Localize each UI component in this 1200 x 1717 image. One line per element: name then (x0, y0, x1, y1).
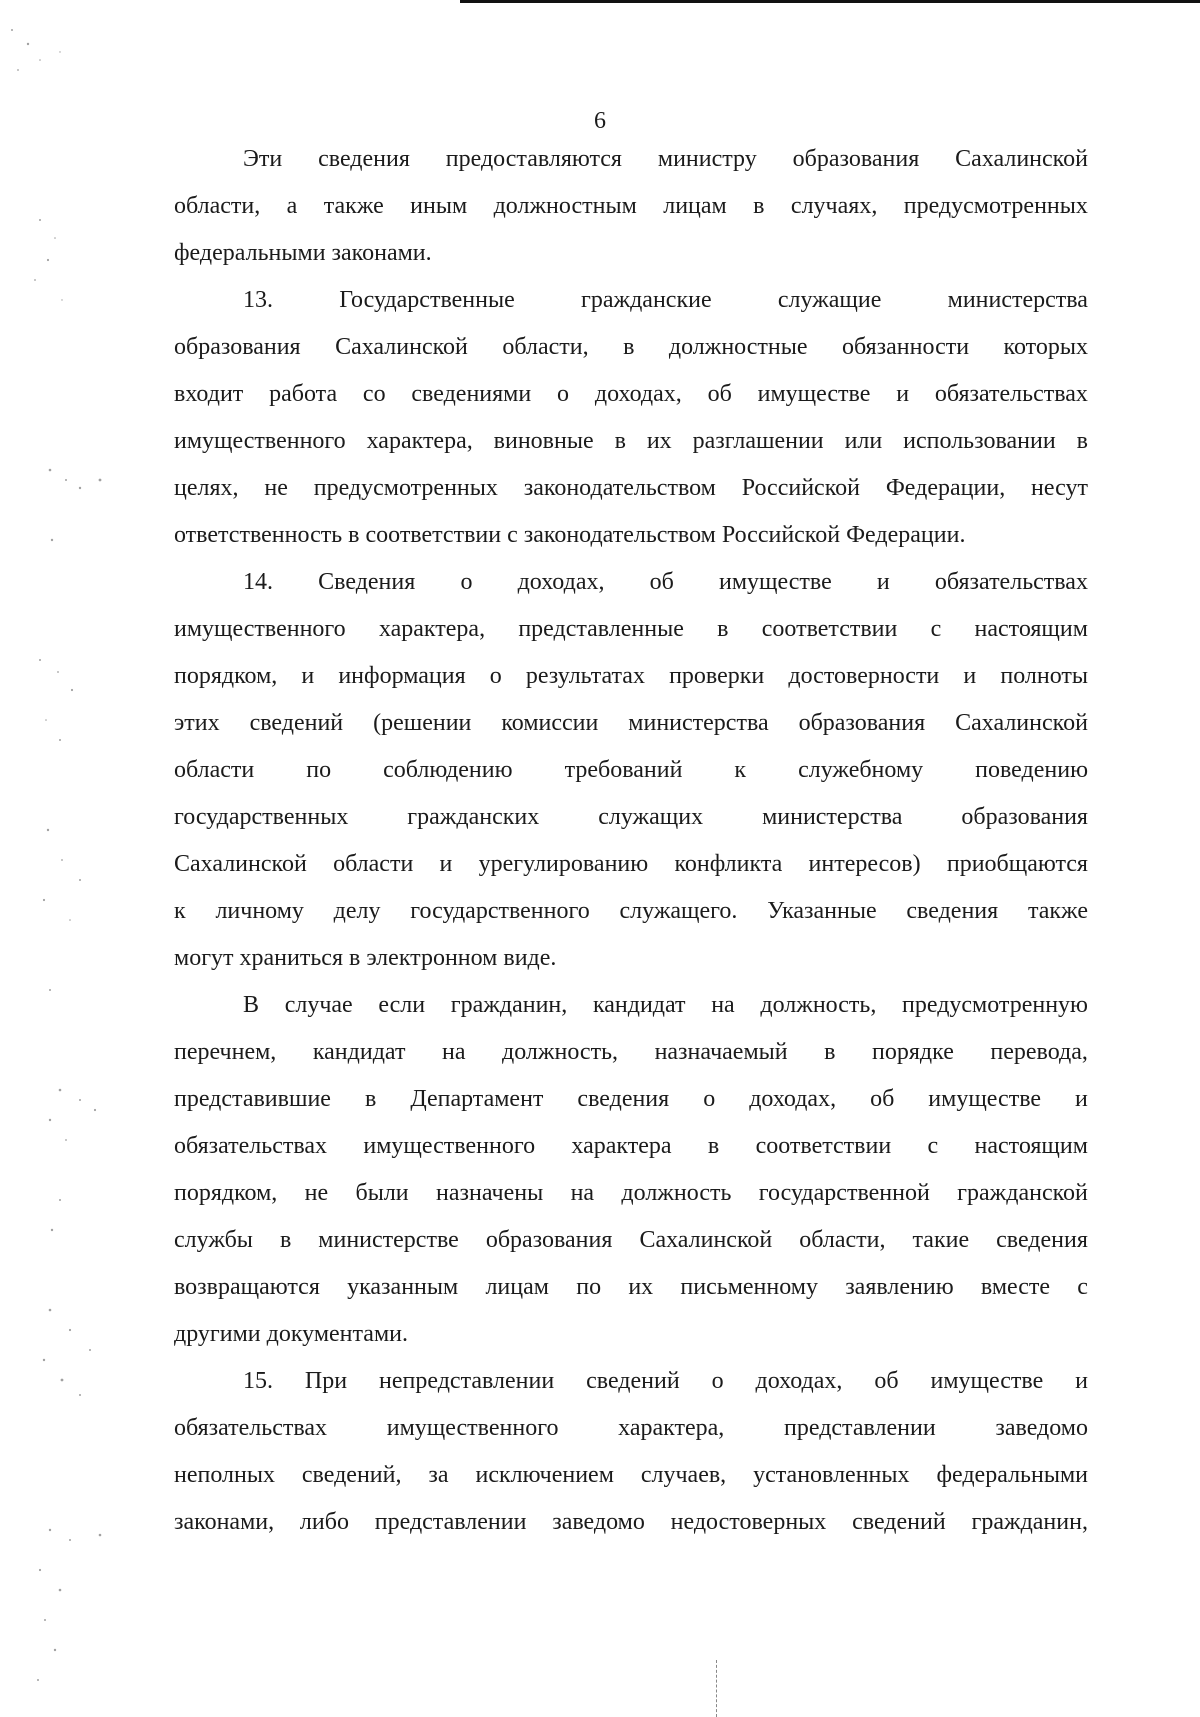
word: о (557, 381, 570, 407)
word: также (323, 193, 384, 219)
word: области, (799, 1227, 886, 1253)
text-line (174, 465, 1088, 512)
text-line (174, 1217, 1088, 1264)
word: или (844, 428, 883, 454)
word: в (824, 1039, 836, 1065)
word: сведения (996, 1227, 1088, 1253)
word: обязательствах (934, 569, 1088, 595)
word: в (753, 193, 765, 219)
word: заявлению (845, 1274, 954, 1300)
scan-fold-mark (716, 1660, 718, 1717)
word: министерства (947, 287, 1088, 313)
word: соответствии (761, 616, 898, 642)
top-border-line (460, 0, 1200, 3)
word: заведомо (552, 1509, 645, 1535)
word: по (576, 1274, 602, 1300)
word: входит (174, 381, 244, 407)
paragraph-14 (174, 559, 1088, 982)
word: имуществе (757, 381, 871, 407)
word: интересов) (808, 851, 921, 877)
word: за (428, 1462, 449, 1488)
word: о (711, 1368, 724, 1394)
word: виновные (493, 428, 594, 454)
word: назначаемый (654, 1039, 788, 1065)
word: либо (299, 1509, 349, 1535)
word: проверки (669, 663, 765, 689)
word: имущественного (174, 616, 346, 642)
word: не (304, 1180, 329, 1206)
word: области (333, 851, 414, 877)
word: исключением (475, 1462, 614, 1488)
word: государственной (758, 1180, 930, 1206)
word: сведений (586, 1368, 680, 1394)
text-line (174, 324, 1088, 371)
word: несут (1031, 475, 1088, 501)
word: в (717, 616, 729, 642)
word: представлении (374, 1509, 527, 1535)
word: о (489, 663, 502, 689)
word: сведения (577, 1086, 670, 1112)
word: должность (621, 1180, 732, 1206)
paragraph (174, 136, 1088, 277)
word: делу (333, 898, 381, 924)
word: назначены (436, 1180, 544, 1206)
word: заведомо (995, 1415, 1088, 1441)
text-line (174, 982, 1088, 1029)
word: сведения (318, 146, 410, 172)
word: Департамент (410, 1086, 544, 1112)
word: случаях, (790, 193, 878, 219)
word: были (355, 1180, 409, 1206)
word: письменному (680, 1274, 818, 1300)
word: представившие (174, 1086, 331, 1112)
paragraph-15 (174, 1358, 1088, 1546)
word: обязательствах (174, 1133, 328, 1159)
text-line (174, 606, 1088, 653)
word: в (279, 1227, 292, 1253)
word: доходах, (594, 381, 682, 407)
word: с (1077, 1274, 1088, 1300)
word: использовании (903, 428, 1056, 454)
word: представлении (784, 1415, 936, 1441)
word: служащих (598, 804, 704, 830)
word: приобщаются (946, 851, 1088, 877)
text-line (174, 277, 1088, 324)
word: государственного (410, 898, 590, 924)
text-line (174, 1076, 1088, 1123)
word: имущественного (174, 428, 346, 454)
text-line (174, 371, 1088, 418)
word: поведению (975, 757, 1088, 783)
paragraph-14-continued (174, 982, 1088, 1358)
word: о (460, 569, 473, 595)
word: такие (912, 1227, 970, 1253)
word: службы (174, 1227, 253, 1253)
word: должность, (760, 992, 877, 1018)
word: образования (792, 146, 920, 172)
word: работа (269, 381, 338, 407)
word: предусмотренную (902, 992, 1088, 1018)
word: Сахалинской (174, 851, 307, 877)
word: порядком, (174, 663, 278, 689)
word: гражданские (581, 287, 712, 313)
word: области (174, 757, 255, 783)
word: представленные (518, 616, 684, 642)
word: результатах (525, 663, 645, 689)
text-line (174, 1123, 1088, 1170)
text-line (174, 1170, 1088, 1217)
word: законодательством (523, 475, 716, 501)
word: комиссии (501, 710, 599, 736)
word: гражданин, (450, 992, 568, 1018)
word: и (876, 569, 890, 595)
page-number: 6 (594, 108, 606, 134)
document-body (174, 136, 1088, 1546)
word: 14. (243, 569, 273, 595)
word: 13. (243, 287, 273, 313)
word: порядке (872, 1039, 954, 1065)
word: об (707, 381, 732, 407)
word: имущественного (363, 1133, 536, 1159)
word: министерства (628, 710, 769, 736)
word: настоящим (974, 1133, 1088, 1159)
word: перечнем, (174, 1039, 277, 1065)
word: законами, (174, 1509, 275, 1535)
text-line (174, 136, 1088, 183)
word: неполных (174, 1462, 275, 1488)
text-line (174, 1405, 1088, 1452)
word: в (707, 1133, 720, 1159)
word: недостоверных (670, 1509, 827, 1535)
text-line (174, 794, 1088, 841)
word: сведений (249, 710, 344, 736)
word: характера (571, 1133, 672, 1159)
word: Эти (243, 146, 283, 172)
word: если (378, 992, 426, 1018)
word: информация (338, 663, 466, 689)
word: со (362, 381, 386, 407)
text-line (174, 1358, 1088, 1405)
word: образования (798, 710, 926, 736)
word: указанным (347, 1274, 459, 1300)
word: должность, (502, 1039, 619, 1065)
word: министерстве (318, 1227, 459, 1253)
word: об (649, 569, 674, 595)
word: Сахалинской (955, 146, 1088, 172)
word: Сведения (318, 569, 416, 595)
word: служебному (798, 757, 924, 783)
text-line: федеральными законами. (174, 240, 432, 266)
word: При (304, 1368, 348, 1394)
word: 15. (243, 1368, 273, 1394)
word: на (711, 992, 735, 1018)
text-line (174, 183, 1088, 230)
text-line: другими документами. (174, 1321, 408, 1347)
word: имуществе (928, 1086, 1042, 1112)
text-line (174, 418, 1088, 465)
word: требований (564, 757, 683, 783)
word: Российской (741, 475, 860, 501)
word: Сахалинской (335, 334, 468, 360)
word: конфликта (674, 851, 783, 877)
word: характера, (618, 1415, 725, 1441)
word: и (439, 851, 453, 877)
word: достоверности (788, 663, 940, 689)
word: разглашении (692, 428, 824, 454)
word: и (896, 381, 910, 407)
word: их (646, 428, 672, 454)
word: гражданин, (971, 1509, 1088, 1535)
text-line (174, 1499, 1088, 1546)
word: доходах, (749, 1086, 837, 1112)
word: иным (410, 193, 468, 219)
word: и (963, 663, 977, 689)
word: (решении (373, 710, 472, 736)
word: полноты (1000, 663, 1088, 689)
word: Сахалинской (639, 1227, 773, 1253)
word: обязательствах (934, 381, 1088, 407)
word: к (174, 898, 186, 924)
word: имуществе (719, 569, 832, 595)
word: характера, (378, 616, 486, 642)
word: министру (657, 146, 757, 172)
word: лицам (485, 1274, 549, 1300)
word: характера, (366, 428, 473, 454)
word: сведений (852, 1509, 946, 1535)
word: по (306, 757, 332, 783)
word: соответствии (755, 1133, 892, 1159)
word: возвращаются (174, 1274, 320, 1300)
word: установленных (753, 1462, 910, 1488)
word: гражданских (407, 804, 540, 830)
word: предусмотренных (313, 475, 498, 501)
word: гражданской (957, 1180, 1088, 1206)
word: целях, (174, 475, 239, 501)
word: должностные (668, 334, 808, 360)
word: на (441, 1039, 466, 1065)
word: и (301, 663, 315, 689)
word: федеральными (936, 1462, 1088, 1488)
word: с (927, 1133, 939, 1159)
word: настоящим (974, 616, 1088, 642)
word: Федерации, (885, 475, 1006, 501)
word: кандидат (312, 1039, 406, 1065)
word: этих (174, 710, 220, 736)
word: об (870, 1086, 895, 1112)
text-line: ответственность в соответствии с законодательством Российской Федерации. (174, 522, 966, 548)
text-line (174, 1452, 1088, 1499)
word: сведения (906, 898, 999, 924)
word: и (1075, 1368, 1088, 1394)
word: в (1076, 428, 1088, 454)
word: доходах, (517, 569, 605, 595)
word: служащего. (619, 898, 738, 924)
word: в (614, 428, 626, 454)
word: имуществе (930, 1368, 1044, 1394)
word: в (623, 334, 635, 360)
text-line (174, 841, 1088, 888)
word: Государственные (339, 287, 515, 313)
word: предусмотренных (903, 193, 1088, 219)
word: о (703, 1086, 716, 1112)
word: личному (215, 898, 304, 924)
scan-noise-margin (0, 0, 130, 1717)
word: в (364, 1086, 377, 1112)
word: области, (502, 334, 589, 360)
word: сведений, (301, 1462, 402, 1488)
text-line (174, 1264, 1088, 1311)
word: также (1027, 898, 1088, 924)
word: образования (485, 1227, 613, 1253)
word: обязанности (842, 334, 970, 360)
word: об (874, 1368, 899, 1394)
text-line (174, 700, 1088, 747)
word: Сахалинской (955, 710, 1088, 736)
word: образования (174, 334, 301, 360)
word: сведениями (411, 381, 532, 407)
text-line (174, 653, 1088, 700)
word: обязательствах (174, 1415, 328, 1441)
word: перевода, (990, 1039, 1088, 1065)
word: случае (284, 992, 353, 1018)
text-line (174, 888, 1088, 935)
word: их (628, 1274, 654, 1300)
word: не (264, 475, 288, 501)
word: кандидат (592, 992, 686, 1018)
word: предоставляются (445, 146, 622, 172)
text-line (174, 747, 1088, 794)
word: должностным (493, 193, 637, 219)
word: области, (174, 193, 261, 219)
word: а (286, 193, 298, 219)
text-line (174, 1029, 1088, 1076)
word: доходах, (755, 1368, 843, 1394)
word: к (734, 757, 747, 783)
word: с (930, 616, 942, 642)
word: В (243, 992, 260, 1018)
word: непредставлении (379, 1368, 555, 1394)
text-line (174, 559, 1088, 606)
word: имущественного (386, 1415, 559, 1441)
word: служащие (777, 287, 882, 313)
word: государственных (174, 804, 349, 830)
word: на (570, 1180, 595, 1206)
word: которых (1003, 334, 1088, 360)
word: Указанные (767, 898, 877, 924)
word: случаев, (640, 1462, 727, 1488)
word: порядком, (174, 1180, 278, 1206)
word: и (1075, 1086, 1088, 1112)
paragraph-13 (174, 277, 1088, 559)
word: образования (961, 804, 1088, 830)
text-line: могут храниться в электронном виде. (174, 945, 557, 971)
word: урегулированию (478, 851, 649, 877)
word: министерства (762, 804, 903, 830)
word: вместе (980, 1274, 1051, 1300)
word: лицам (663, 193, 727, 219)
word: соблюдению (383, 757, 513, 783)
